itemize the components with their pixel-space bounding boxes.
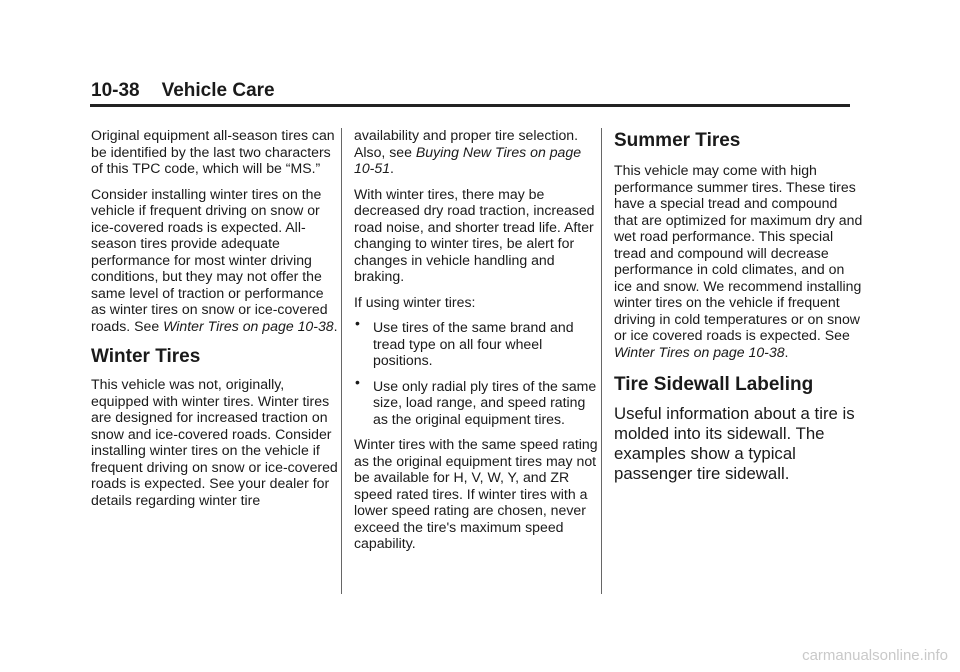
column-divider-2	[601, 128, 602, 594]
winter-tires-link-2[interactable]: Winter Tires on page 10-38	[614, 343, 785, 360]
paragraph-winter-intro: This vehicle was not, originally, equipped with winter tires. Winter tires are designed for increased traction on snow and ice-covered roads. Consider installing winter tires on the vehicle if frequent driving on snow or ice-covered roads is expected. See your dealer for details regarding winter tire	[91, 376, 338, 508]
paragraph-winter-consider: Consider installing winter tires on the vehicle if frequent driving on snow or ice-covered roads is expected. All-season tires provide adequate performance for most winter driving conditions, but they may not offer the same level of traction or performance as winter tires on snow or ice-covered roads. See Winter Tires on page 10-38.	[91, 185, 338, 334]
column-1	[91, 127, 341, 517]
winter-tires-link[interactable]: Winter Tires on page 10-38	[163, 317, 334, 334]
paragraph-all-season-tpc: Original equipment all-season tires can be identified by the last two characters of this TPC code, which will be “MS.”	[91, 127, 335, 176]
column-3	[614, 127, 864, 493]
paragraph-sidewall: Useful information about a tire is molded into its sidewall. The examples show a typical passenger tire sidewall.	[614, 404, 855, 483]
paragraph-if-using: If using winter tires:	[354, 293, 476, 310]
page-header	[91, 80, 275, 102]
list-item: • Use only radial ply tires of the same size, load range, and speed rating as the original equipment tires.	[355, 373, 597, 427]
header-rule	[90, 104, 850, 107]
list-item: • Use tires of the same brand and tread type on all four wheel positions.	[355, 315, 574, 368]
section-title: Vehicle Care	[161, 80, 275, 101]
heading-tire-sidewall-labeling: Tire Sidewall Labeling	[614, 374, 814, 395]
paragraph-availability: availability and proper tire selection. Also, see Buying New Tires on page 10-51.	[354, 127, 582, 176]
heading-summer-tires: Summer Tires	[614, 130, 741, 151]
bullet-icon: •	[355, 315, 360, 331]
paragraph-summer-tires: This vehicle may come with high performance summer tires. These tires have a special tread and compound that are optimized for maximum dry and wet road performance. This special tread and compound will decrease performance in cold climates, and on ice and snow. We recommend installing winter tires on the vehicle if frequent driving in cold temperatures or on snow or ice covered roads is expected. See Winter Tires on page 10-38.	[614, 162, 863, 360]
winter-tire-bullets	[354, 315, 599, 427]
column-2	[354, 127, 599, 561]
page-number: 10-38	[91, 80, 140, 101]
column-divider-1	[341, 128, 342, 594]
heading-winter-tires: Winter Tires	[91, 346, 201, 367]
bullet-icon: •	[355, 373, 360, 390]
paragraph-speed-rating: Winter tires with the same speed rating as the original equipment tires may not be available for H, V, W, Y, and ZR speed rated tires. If winter tires with a lower speed rating are chosen, never exceed the tire's maximum speed capability.	[354, 436, 598, 551]
paragraph-winter-effects: With winter tires, there may be decreased dry road traction, increased road noise, and shorter tread life. After changing to winter tires, be alert for changes in vehicle handling and braking.	[354, 185, 595, 284]
buying-new-tires-link[interactable]: Buying New Tires on page 10-51	[354, 143, 582, 176]
watermark: carmanualsonline.info	[802, 647, 948, 664]
